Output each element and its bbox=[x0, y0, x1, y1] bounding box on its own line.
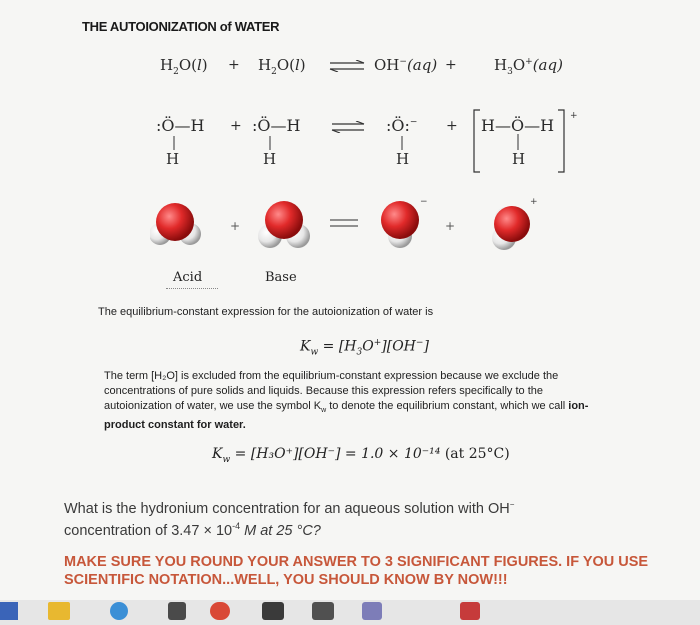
reactant-water-1: $H_2O(l)$ bbox=[160, 56, 208, 77]
lewis-water-2: :Ö—H bbox=[252, 116, 301, 135]
lewis-h: H bbox=[166, 150, 180, 168]
taskbar-app-icon[interactable] bbox=[0, 602, 18, 620]
question-line-2: concentration of $3.47 \times 10^{-4}$ M at 25 °C? bbox=[64, 521, 321, 539]
equilibrium-arrow-icon bbox=[328, 60, 366, 72]
paragraph-line: product constant for water. bbox=[104, 419, 246, 432]
explanation-paragraph bbox=[104, 369, 624, 433]
lewis-h: H bbox=[512, 150, 526, 168]
lewis-hydroxide: :Ö:− bbox=[386, 116, 418, 135]
product-hydronium: $H_3O^+(aq)$ bbox=[494, 56, 563, 77]
reactant-water-2: $H_2O(l)$ bbox=[258, 56, 306, 77]
svg-text:+: + bbox=[570, 111, 578, 121]
question-line-1: What is the hydronium concentration for an aqueous solution with OH− bbox=[64, 500, 515, 517]
plus-sign: + bbox=[446, 118, 458, 134]
app-icon[interactable] bbox=[362, 602, 382, 620]
equilibrium-arrow-icon bbox=[330, 121, 366, 133]
plus-sign: + bbox=[228, 57, 240, 73]
lewis-hydronium: H—Ö—H bbox=[481, 116, 555, 135]
svg-text:+: + bbox=[445, 219, 456, 233]
page-title: THE AUTOIONIZATION of WATER bbox=[82, 19, 280, 34]
app-icon[interactable] bbox=[460, 602, 480, 620]
hydronium-molecule-icon bbox=[492, 197, 538, 250]
acid-label: Acid bbox=[173, 270, 203, 285]
product-hydroxide: OH−(aq) bbox=[374, 56, 438, 74]
plus-sign: + bbox=[445, 57, 457, 73]
svg-text:+: + bbox=[530, 197, 538, 207]
app-store-icon[interactable] bbox=[110, 602, 128, 620]
lewis-water-1: :Ö—H bbox=[156, 116, 205, 135]
paragraph-line: autoionization of water, we use the symbol $K_w$ to denote the equilibrium constant, which we call ion- bbox=[104, 400, 589, 415]
svg-text:+: + bbox=[230, 219, 241, 233]
taskbar bbox=[0, 600, 700, 625]
lewis-h: H bbox=[263, 150, 277, 168]
lewis-h: H bbox=[396, 150, 410, 168]
app-icon[interactable] bbox=[262, 602, 284, 620]
base-label: Base bbox=[265, 270, 297, 285]
chrome-icon[interactable] bbox=[210, 602, 230, 620]
intro-text: The equilibrium-constant expression for the autoionization of water is bbox=[98, 306, 434, 318]
app-icon[interactable] bbox=[168, 602, 186, 620]
notes-app-icon[interactable] bbox=[48, 602, 70, 620]
water-molecule-icon bbox=[150, 203, 201, 245]
equilibrium-arrow-icon bbox=[330, 220, 358, 226]
plus-sign: + bbox=[230, 118, 242, 134]
svg-text:−: − bbox=[420, 197, 428, 207]
paragraph-line: The term [H₂O] is excluded from the equilibrium-constant expression because we exclude the bbox=[104, 370, 559, 382]
molecule-models bbox=[150, 190, 560, 260]
rounding-warning: MAKE SURE YOU ROUND YOUR ANSWER TO 3 SIGNIFICANT FIGURES. IF YOU USE SCIENTIFIC NOTATION...WELL, YOU SHOULD KNOW BY NOW!!! bbox=[64, 554, 649, 588]
app-icon[interactable] bbox=[312, 602, 334, 620]
hydroxide-molecule-icon bbox=[381, 197, 428, 248]
bond-lines bbox=[160, 134, 560, 152]
paragraph-line: concentrations of pure solids and liquids. Because this expression refers specifically to the bbox=[104, 385, 544, 397]
caption-line bbox=[166, 285, 218, 289]
kw-expression: $K_w = [H_3O^+][OH^-]$ bbox=[300, 338, 429, 358]
kw-value-expression: $K_w = [H_3O^+][OH^-] = 1.0 \times 10^{-14}$ (at 25°C) bbox=[212, 446, 510, 465]
water-molecule-icon bbox=[258, 201, 310, 248]
